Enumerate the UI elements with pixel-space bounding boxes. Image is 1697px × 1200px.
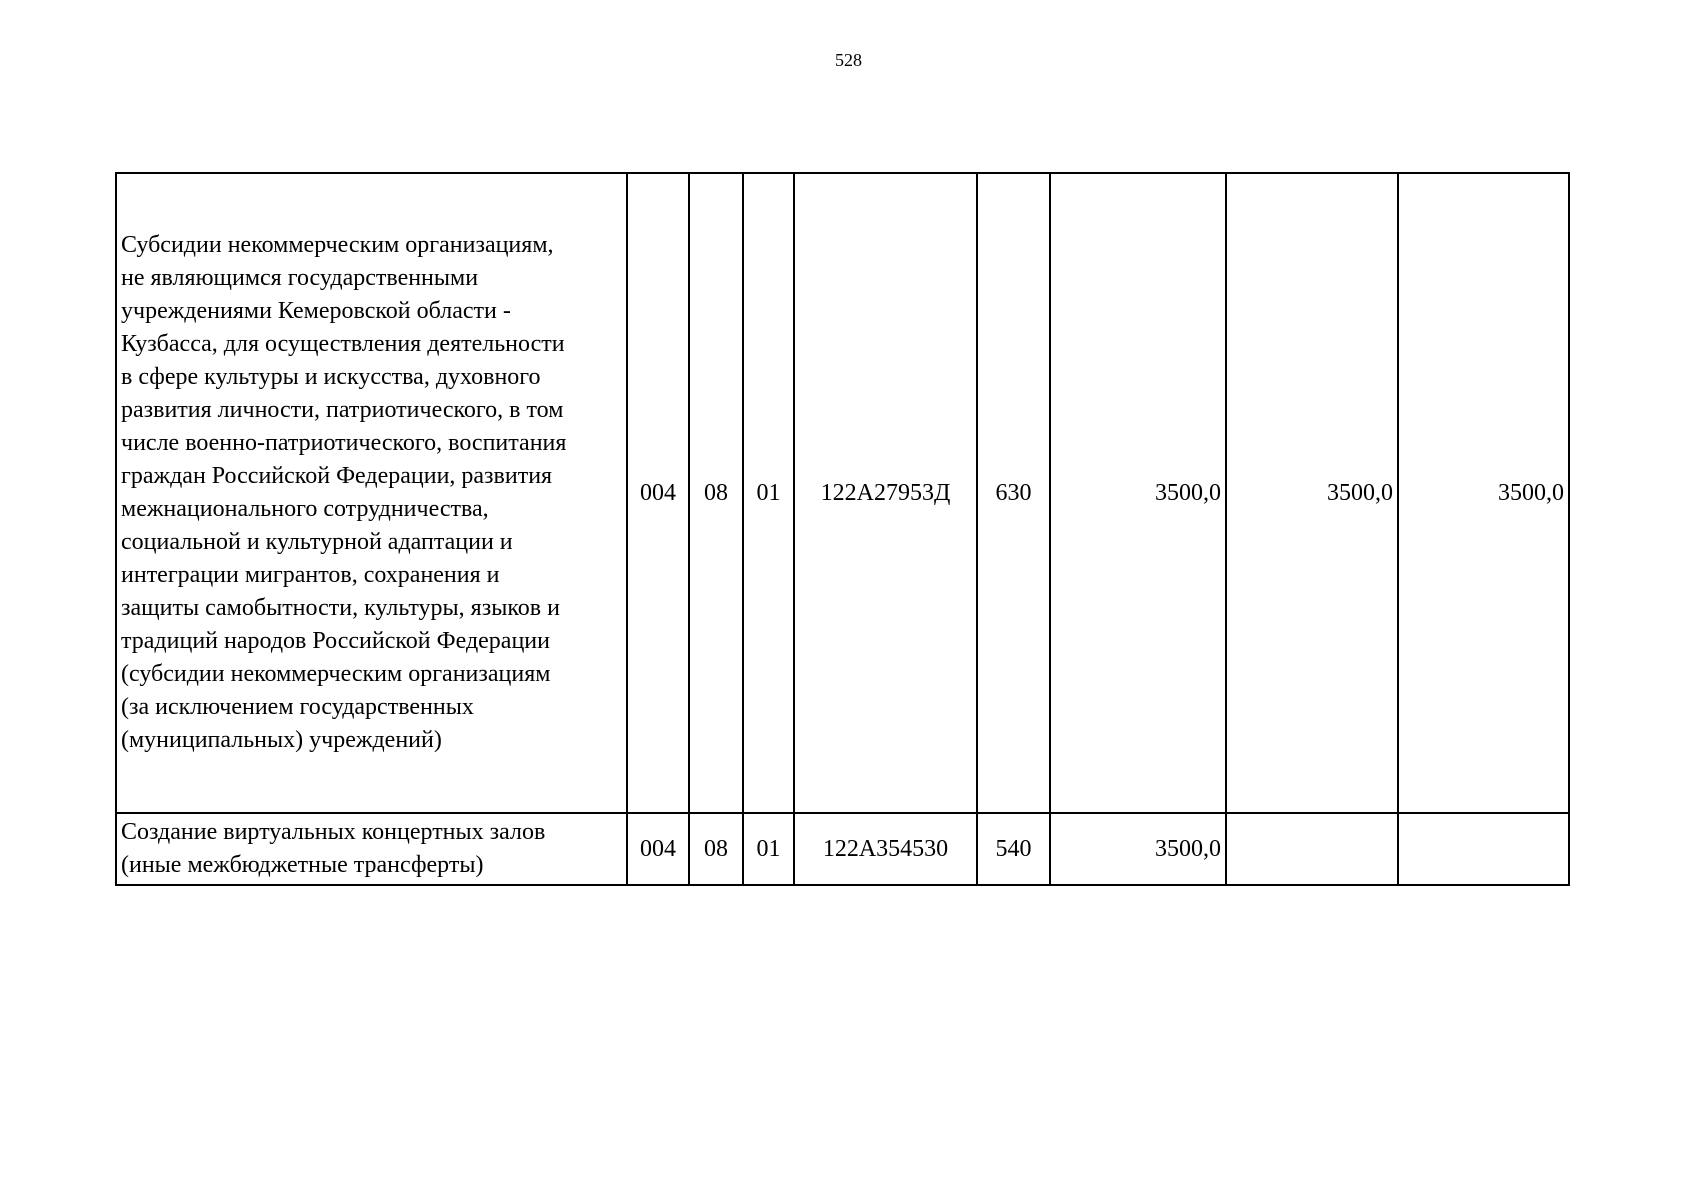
section-code: 08 [689, 173, 743, 813]
table-row [116, 813, 1569, 885]
target-article-code: 122А27953Д [794, 173, 977, 813]
expense-type-code: 630 [977, 173, 1050, 813]
amount-year-3: 3500,0 [1398, 173, 1569, 813]
section-code: 08 [689, 813, 743, 885]
amount-year-2: 3500,0 [1226, 173, 1398, 813]
amount-year-3 [1398, 813, 1569, 885]
ministry-code: 004 [627, 813, 689, 885]
amount-year-2 [1226, 813, 1398, 885]
ministry-code: 004 [627, 173, 689, 813]
row-description: Создание виртуальных концертных залов (иные межбюджетные трансферты) [116, 813, 627, 885]
subsection-code: 01 [743, 173, 794, 813]
expense-type-code: 540 [977, 813, 1050, 885]
page-number: 528 [835, 50, 862, 70]
row-description: Субсидии некоммерческим организациям, не являющимся государственными учреждениями Кемеровской области - Кузбасса, для осуществления деятельности в сфере культуры и искусства, духовного развития личности, патриотического, в том числе военно-патриотического, воспитания граждан Российской Федерации, развития межнационального сотрудничества, социальной и культурной адаптации и интеграции мигрантов, сохранения и защиты самобытности, культуры, языков и традиций народов Российской Федерации (субсидии некоммерческим организациям (за исключением государственных (муниципальных) учреждений) [116, 173, 627, 813]
amount-year-1: 3500,0 [1050, 813, 1226, 885]
budget-table [115, 172, 1570, 886]
target-article-code: 122А354530 [794, 813, 977, 885]
subsection-code: 01 [743, 813, 794, 885]
table-row [116, 173, 1569, 813]
amount-year-1: 3500,0 [1050, 173, 1226, 813]
